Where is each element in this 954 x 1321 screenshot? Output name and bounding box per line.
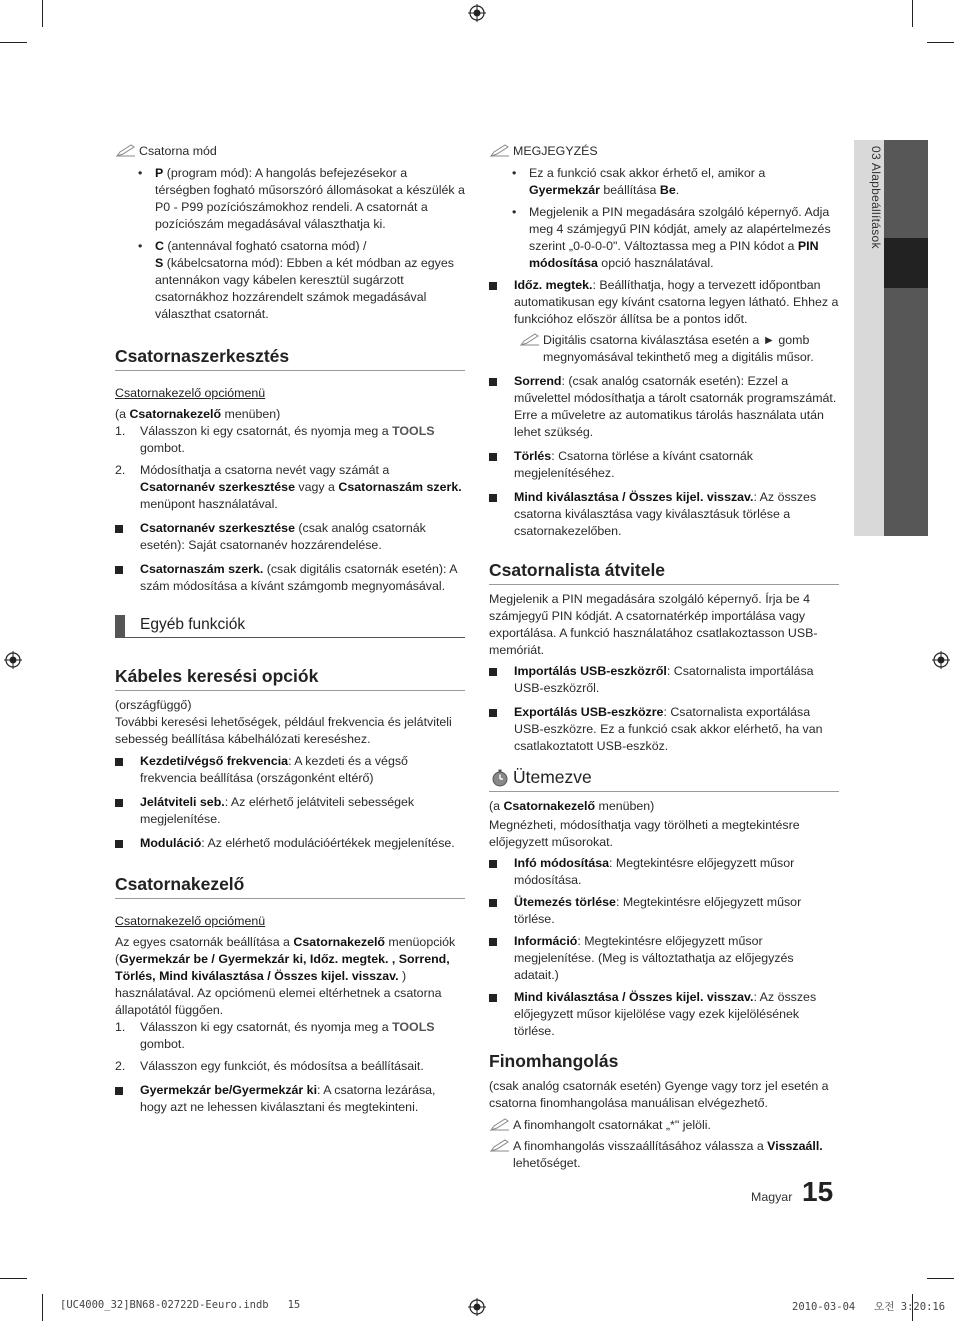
square-bullet-icon bbox=[115, 799, 123, 807]
list-item-csatornaszam: Csatornaszám szerk. (csak digitális csatornák esetén): A szám módosítása a kívánt számgomb megnyomásával. bbox=[115, 561, 465, 595]
square-bullet-icon bbox=[489, 378, 497, 386]
menu-note-utemezve: (a Csatornakezelő menüben) bbox=[489, 799, 655, 813]
list-item-utemezes-torlese: Ütemezés törlése: Megtekintésre előjegyzett műsor törlése. bbox=[489, 894, 839, 928]
registration-mark-top-icon bbox=[468, 4, 486, 22]
registration-mark-right-icon bbox=[932, 651, 950, 669]
list-item-idoz-megtek: Időz. megtek.: Beállíthatja, hogy a tervezett időpontban automatikusan egy kívánt csatorna legyen látható. Ehhez a funkcióhoz először állítsa be a pontos időt. bbox=[489, 277, 839, 328]
bullet-icon: • bbox=[512, 205, 517, 219]
pencil-note-icon bbox=[115, 144, 137, 163]
print-datetime: 2010-03-04 오전 3:20:16 bbox=[792, 1301, 946, 1313]
pencil-note-icon bbox=[489, 144, 511, 163]
list-item-info-modositasa: Infó módosítása: Megtekintésre előjegyzett műsor módosítása. bbox=[489, 855, 839, 889]
print-file-info: [UC4000_32]BN68-02722D-Eeuro.indb 15 bbox=[60, 1299, 301, 1311]
square-bullet-icon bbox=[489, 994, 497, 1002]
note-digitalis: Digitális csatorna kiválasztása esetén a ► gomb megnyomásával tekinthető meg a digitális műsor. bbox=[519, 332, 839, 366]
square-bullet-icon bbox=[489, 709, 497, 717]
square-bullet-icon bbox=[489, 494, 497, 502]
list-item-pin-note: • Megjelenik a PIN megadására szolgáló képernyő. Adja meg 4 számjegyű PIN kódját, amely az alapértelmezés szerint „0-0-0-0". Változtassa meg a PIN kódot a PIN módosítása opció használatával. bbox=[512, 205, 831, 270]
list-item-mind-kivalasztasa-2: Mind kiválasztása / Összes kijel. visszav.: Az összes előjegyzett műsor kijelölése vagy ezek kijelölésének törlése. bbox=[489, 989, 839, 1040]
note-visszaallitas: A finomhangolás visszaállításához válassza a Visszaáll. lehetőséget. bbox=[489, 1138, 839, 1172]
note-megjegyzes: MEGJEGYZÉS bbox=[489, 143, 839, 160]
list-item-csatornanev: Csatornanév szerkesztése (csak analóg csatornák esetén): Saját csatornanév hozzárendelése. bbox=[115, 520, 465, 554]
list-item-cs-mode: • C (antennával fogható csatorna mód) / S (kábelcsatorna mód): Ebben a két módban az egyes antennákon vagy kábelen keresztül sugárzott csatornákhoz hozzárendelt számok megadásával választhat csatornát. bbox=[138, 239, 454, 321]
step-1-b: 1. Válasszon ki egy csatornát, és nyomja meg a TOOLS gombot. bbox=[115, 1020, 435, 1051]
square-bullet-icon bbox=[115, 1087, 123, 1095]
country-note: (országfüggő) bbox=[115, 698, 192, 712]
square-bullet-icon bbox=[115, 525, 123, 533]
bullet-icon: • bbox=[512, 166, 517, 180]
heading-csatornalista-atvitele: Csatornalista átvitele bbox=[489, 560, 839, 585]
square-bullet-icon bbox=[489, 668, 497, 676]
side-tab-marker bbox=[884, 238, 928, 288]
list-item-exportalas: Exportálás USB-eszközre: Csatornalista exportálása USB-eszközre. Ez a funkció csak akkor elérhető, ha van csatlakoztatott USB-eszköz. bbox=[489, 704, 839, 755]
kabeles-desc: További keresési lehetőségek, például frekvencia és jelátviteli sebesség beállítása kábelhálózati kereséshez. bbox=[115, 715, 452, 746]
right-column bbox=[489, 143, 839, 1172]
heading-csatornaszerkesztes: Csatornaszerkesztés bbox=[115, 346, 465, 371]
side-tab-label: 03 Alapbeállítások bbox=[869, 146, 883, 249]
list-item-importalas: Importálás USB-eszközről: Csatornalista importálása USB-eszközről. bbox=[489, 663, 839, 697]
footer-language: Magyar bbox=[751, 1190, 793, 1204]
registration-mark-left-icon bbox=[4, 651, 22, 669]
list-item-p-mode: • P (program mód): A hangolás befejezésekor a térségben fogható műsorszóró állomásokat a készülék a P0 - P99 pozíciószámokhoz rendeli. A csatornát a pozíciószám megadásával választhatja ki. bbox=[138, 166, 465, 231]
bullet-icon: • bbox=[138, 239, 143, 253]
list-item-frekvencia: Kezdeti/végső frekvencia: A kezdeti és a végső frekvencia beállítása (országonként eltérő) bbox=[115, 753, 465, 787]
square-bullet-icon bbox=[489, 860, 497, 868]
clock-icon bbox=[491, 769, 509, 792]
square-bullet-icon bbox=[489, 899, 497, 907]
heading-finomhangolas: Finomhangolás bbox=[489, 1051, 619, 1071]
csatornakezelo-desc: Az egyes csatornák beállítása a Csatornakezelő menüopciók (Gyermekzár be / Gyermekzár ki, Időz. megtek. , Sorrend, Törlés, Mind kiválasztása / Összes kijel. visszav. ) használatával. Az opciómenü elemei eltérhetnek a csatorna állapotától függően. bbox=[115, 935, 456, 1017]
heading-csatornakezelo: Csatornakezelő bbox=[115, 874, 465, 899]
banner-bar-icon bbox=[115, 615, 125, 637]
step-1: 1. Válasszon ki egy csatornát, és nyomja meg a TOOLS gombot. bbox=[115, 424, 435, 455]
square-bullet-icon bbox=[115, 566, 123, 574]
square-bullet-icon bbox=[115, 840, 123, 848]
pencil-note-icon bbox=[489, 1118, 511, 1137]
page-number: 15 bbox=[802, 1176, 834, 1207]
subheading-opciomenu-2: Csatornakezelő opciómenü bbox=[115, 914, 266, 928]
bullet-icon: • bbox=[138, 166, 143, 180]
note-channel-mode: Csatorna mód bbox=[115, 143, 465, 160]
heading-kabeles-keresesi: Kábeles keresési opciók bbox=[115, 666, 465, 691]
list-item-gyermekzar-note: • Ez a funkció csak akkor érhető el, amikor a Gyermekzár beállítása Be. bbox=[512, 166, 766, 197]
registration-mark-bottom-icon bbox=[468, 1298, 486, 1316]
list-item-gyermekzar: Gyermekzár be/Gyermekzár ki: A csatorna lezárása, hogy azt ne lehessen kiválasztani és megtekinteni. bbox=[115, 1082, 465, 1116]
square-bullet-icon bbox=[489, 938, 497, 946]
side-tab-bar bbox=[884, 140, 928, 536]
pencil-note-icon bbox=[519, 333, 541, 352]
square-bullet-icon bbox=[115, 758, 123, 766]
heading-utemezve-wrap bbox=[489, 767, 839, 792]
list-item-modulacio: Moduláció: Az elérhető modulációértékek megjelenítése. bbox=[115, 835, 465, 852]
list-item-informacio: Információ: Megtekintésre előjegyzett műsor megjelenítése. (Meg is változtathatja az előjegyzés adatait.) bbox=[489, 933, 839, 984]
finomhangolas-desc: (csak analóg csatornák esetén) Gyenge vagy torz jel esetén a csatorna finomhangolása manuálisan elvégezhető. bbox=[489, 1079, 829, 1110]
list-item-jelatviteli: Jelátviteli seb.: Az elérhető jelátviteli sebességek megjelenítése. bbox=[115, 794, 465, 828]
square-bullet-icon bbox=[489, 282, 497, 290]
egyeb-funkciok-title: Egyéb funkciók bbox=[140, 616, 246, 633]
atvitel-desc: Megjelenik a PIN megadására szolgáló képernyő. Írja be 4 számjegyű PIN kódját. A csatornatérkép importálása vagy exportálása. A funkció használatához csatlakoztasson USB-memóriát. bbox=[489, 592, 818, 657]
menu-note: (a Csatornakezelő menüben) bbox=[115, 407, 281, 421]
square-bullet-icon bbox=[489, 453, 497, 461]
list-item-sorrend: Sorrend: (csak analóg csatornák esetén): Ezzel a művelettel módosíthatja a tárolt csatornák programszámát. Erre a műveletre az automatikus tárolás használata után lehet szükség. bbox=[489, 373, 839, 441]
step-2: 2. Módosíthatja a csatorna nevét vagy számát a Csatornanév szerkesztése vagy a Csatornaszám szerk. menüpont használatával. bbox=[115, 463, 462, 511]
step-2-b: 2. Válasszon egy funkciót, és módosítsa a beállításait. bbox=[115, 1059, 424, 1073]
note-finomhangolt: A finomhangolt csatornákat „*" jelöli. bbox=[489, 1117, 839, 1134]
egyeb-funkciok-banner bbox=[115, 615, 465, 638]
subheading-opciomenu: Csatornakezelő opciómenü bbox=[115, 386, 266, 400]
left-column bbox=[115, 143, 465, 1116]
utemezve-desc: Megnézheti, módosíthatja vagy törölheti a megtekintésre előjegyzett műsorokat. bbox=[489, 818, 800, 849]
list-item-torles: Törlés: Csatorna törlése a kívánt csatornák megjelenítéséhez. bbox=[489, 448, 839, 482]
heading-utemezve: Ütemezve bbox=[513, 767, 592, 787]
pencil-note-icon bbox=[489, 1139, 511, 1158]
list-item-mind-kivalasztasa: Mind kiválasztása / Összes kijel. visszav.: Az összes csatorna kiválasztása vagy kiválasztásuk törlése a csatornakezelőben. bbox=[489, 489, 839, 540]
